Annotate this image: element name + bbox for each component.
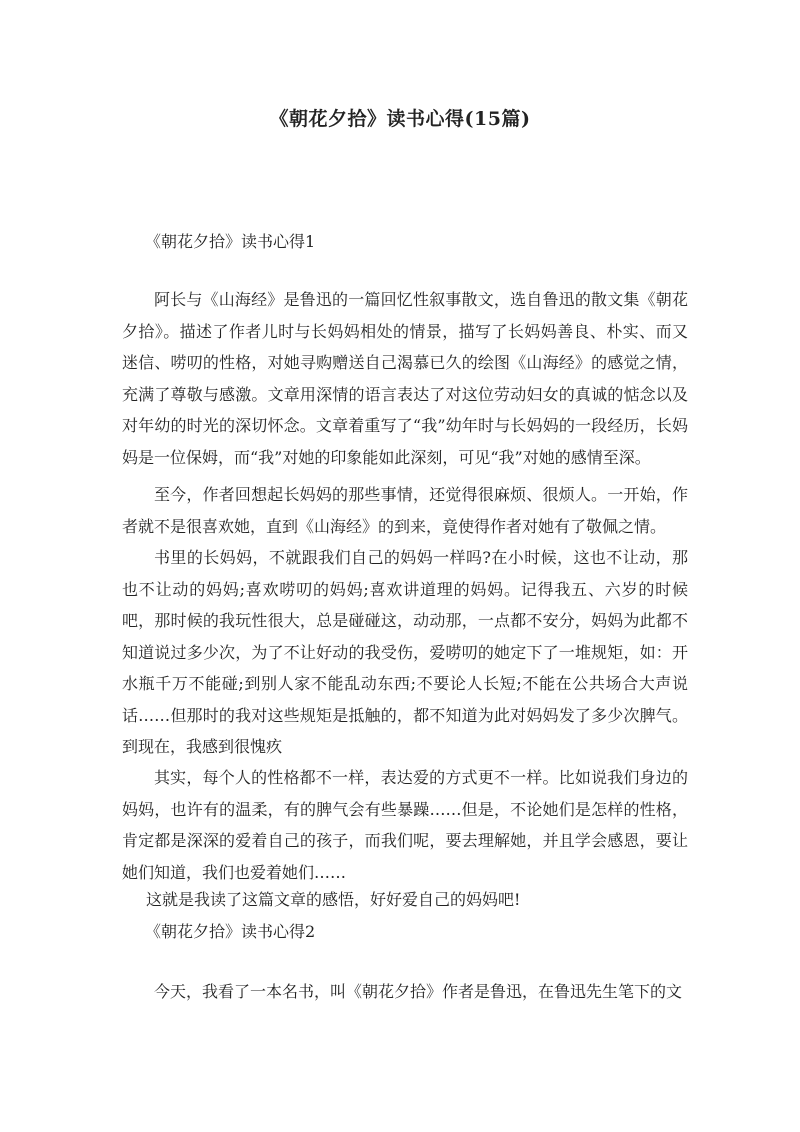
paragraph: 至今，作者回想起长妈妈的那些事情，还觉得很麻烦、很烦人。一开始，作者就不是很喜欢她，直到《山海经》的到来，竟使得作者对她有了敬佩之情。 [122, 485, 688, 536]
section-heading-1: 《朝花夕拾》读书心得1 [145, 232, 316, 251]
paragraph: 阿长与《山海经》是鲁迅的一篇回忆性叙事散文，选自鲁迅的散文集《朝花夕拾》。描述了作者儿时与长妈妈相处的情景，描写了长妈妈善良、朴实、而又迷信、唠叨的性格，对她寻购赠送自己渴慕已久的绘图《山海经》的感觉之情，充满了尊敬与感激。文章用深情的语言表达了对这位劳动妇女的真诚的惦念以及对年幼的时光的深切怀念。文章着重写了“我”幼年时与长妈妈的一段经历，长妈妈是一位保姆，而“我”对她的印象能如此深刻，可见“我”对她的感情至深。 [122, 290, 688, 467]
section-heading-2: 《朝花夕拾》读书心得2 [145, 922, 316, 941]
paragraph: 书里的长妈妈，不就跟我们自己的妈妈一样吗?在小时候，这也不让动，那也不让动的妈妈;喜欢唠叨的妈妈;喜欢讲道理的妈妈。记得我五、六岁的时候吧，那时候的我玩性很大，总是碰碰这，动动那，一点都不安分，妈妈为此都不知道说过多少次，为了不让好动的我受伤，爱唠叨的她定下了一堆规矩，如：开水瓶千万不能碰;到别人家不能乱动东西;不要论人长短;不能在公共场合大声说话……但那时的我对这些规矩是抵触的，都不知道为此对妈妈发了多少次脾气。到现在，我感到很愧疚 [122, 548, 688, 756]
paragraph: 其实，每个人的性格都不一样，表达爱的方式更不一样。比如说我们身边的妈妈，也许有的温柔，有的脾气会有些暴躁……但是，不论她们是怎样的性格，肯定都是深深的爱着自己的孩子，而我们呢，要去理解她，并且学会感恩，要让她们知道，我们也爱着她们…… [122, 768, 688, 882]
document-title: 《朝花夕拾》读书心得(15篇) [269, 108, 531, 130]
paragraph: 今天，我看了一本名书，叫《朝花夕拾》作者是鲁迅，在鲁迅先生笔下的文 [154, 982, 683, 1001]
paragraph: 这就是我读了这篇文章的感悟，好好爱自己的妈妈吧! [146, 890, 521, 909]
